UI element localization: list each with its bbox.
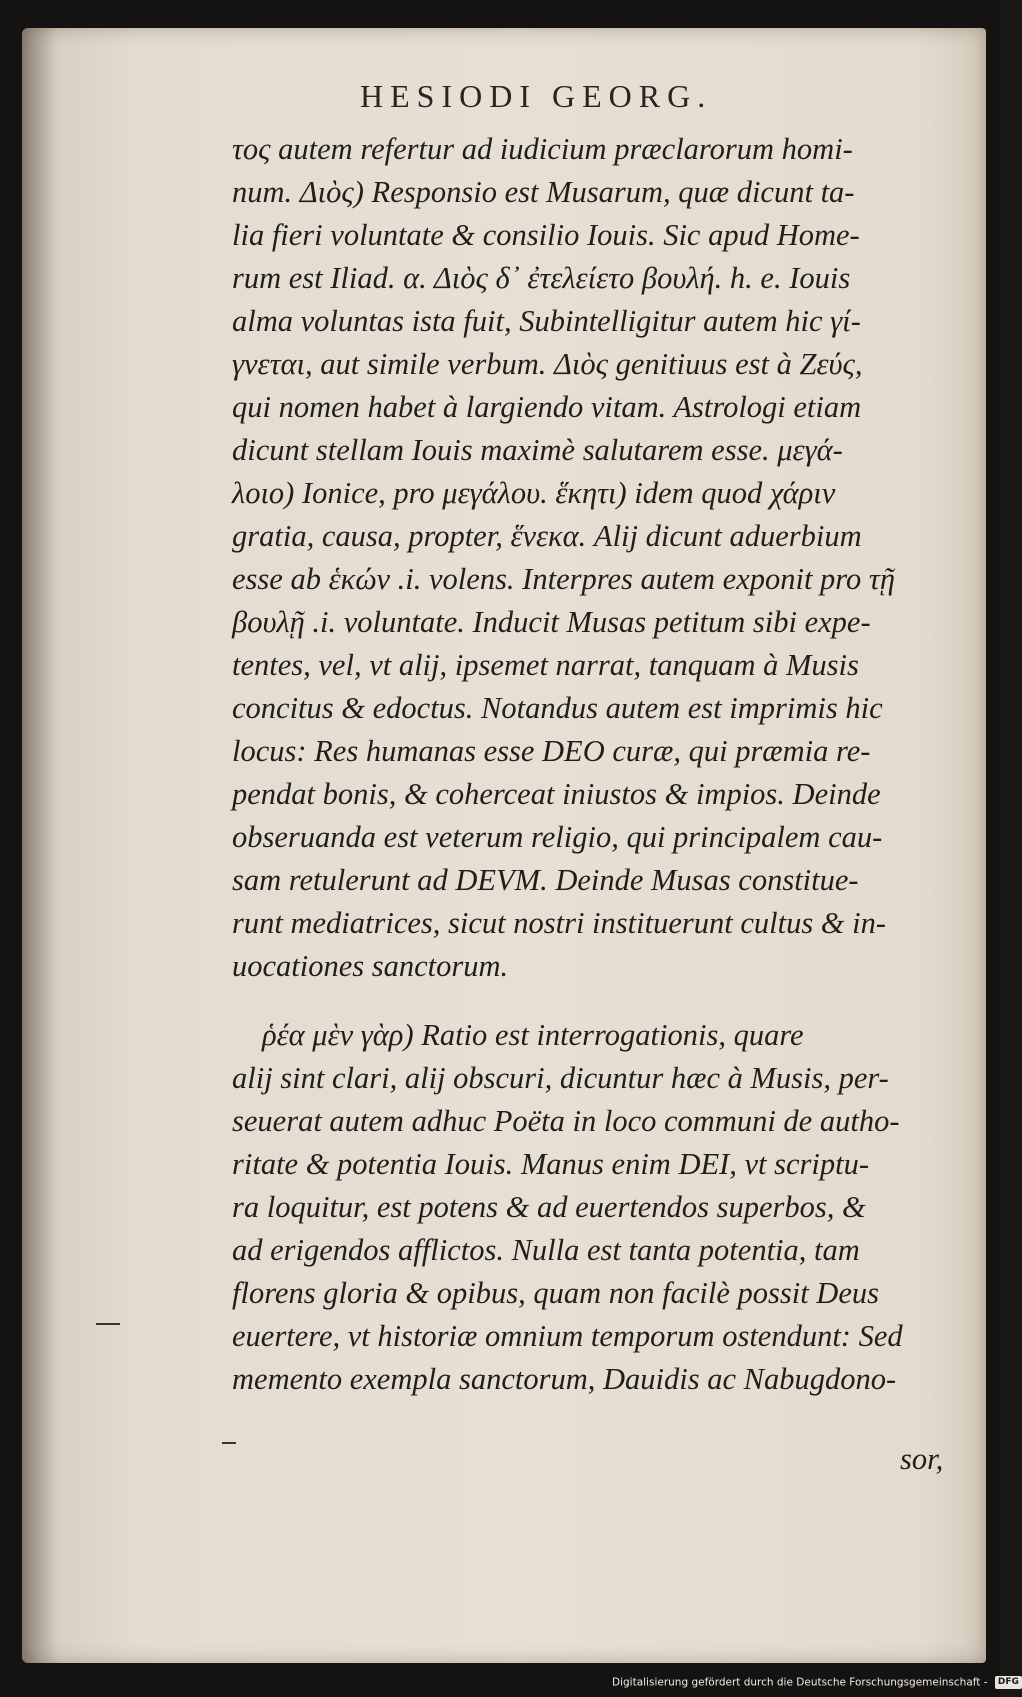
paragraph-gap — [232, 988, 977, 1014]
text-line: alij sint clari, alij obscuri, dicuntur hæc à Musis, per- — [232, 1061, 889, 1095]
text-line: qui nomen habet à largiendo vitam. Astrologi etiam — [232, 390, 862, 424]
text-line: gratia, causa, propter, ἕνεκα. Alij dicunt aduerbium — [232, 519, 862, 553]
running-head: HESIODI GEORG. — [360, 78, 713, 114]
text-line: sam retulerunt ad DEVM. Deinde Musas constitue- — [232, 863, 859, 897]
text-line: tentes, vel, vt alij, ipsemet narrat, tanquam à Musis — [232, 648, 859, 682]
digitization-credit — [612, 1676, 1022, 1689]
text-line: dicunt stellam Iouis maximè salutarem esse. μεγά- — [232, 433, 843, 467]
text-line: rum est Iliad. α. Διὸς δ᾽ ἐτελείετο βουλή. h. e. Iouis — [232, 261, 851, 295]
text-line: obseruanda est veterum religio, qui principalem cau- — [232, 820, 883, 854]
text-line: locus: Res humanas esse DEO curæ, qui præmia re- — [232, 734, 871, 768]
credit-text: Digitalisierung gefördert durch die Deutsche Forschungsgemeinschaft - — [612, 1676, 988, 1689]
margin-dash-mark — [96, 1323, 120, 1325]
text-line: λοιο) Ionice, pro μεγάλου. ἕκητι) idem quod χάριν — [232, 476, 836, 510]
text-line: ad erigendos afflictos. Nulla est tanta potentia, tam — [232, 1233, 860, 1267]
commentary-text — [232, 128, 977, 1401]
dfg-logo-icon: DFG — [995, 1676, 1022, 1689]
text-line: runt mediatrices, sicut nostri instituerunt cultus & in- — [232, 906, 887, 940]
text-line: ritate & potentia Iouis. Manus enim DEI, vt scriptu- — [232, 1147, 870, 1181]
text-line: τος autem refertur ad iudicium præclarorum homi- — [232, 132, 853, 166]
text-line: seuerat autem adhuc Poëta in loco communi de autho- — [232, 1104, 900, 1138]
margin-dash-mark — [222, 1442, 236, 1444]
text-line: memento exempla sanctorum, Dauidis ac Nabugdono- — [232, 1362, 897, 1396]
text-line: euertere, vt historiæ omnium temporum ostendunt: Sed — [232, 1319, 903, 1353]
catchword: sor, — [900, 1442, 944, 1476]
text-line: alma voluntas ista fuit, Subintelligitur autem hic γί- — [232, 304, 861, 338]
gutter-shadow — [22, 28, 56, 1663]
text-line: concitus & edoctus. Notandus autem est imprimis hic — [232, 691, 883, 725]
text-line: esse ab ἑκών .i. volens. Interpres autem exponit pro τῇ — [232, 562, 895, 596]
text-line: num. Διὸς) Responsio est Musarum, quæ dicunt ta- — [232, 175, 855, 209]
text-line: pendat bonis, & coherceat iniustos & impios. Deinde — [232, 777, 881, 811]
text-line: florens gloria & opibus, quam non facilè possit Deus — [232, 1276, 879, 1310]
text-line: lia fieri voluntate & consilio Iouis. Sic apud Home- — [232, 218, 860, 252]
text-line: ῥέα μὲν γὰρ) Ratio est interrogationis, quare — [262, 1018, 804, 1052]
text-line: uocationes sanctorum. — [232, 949, 509, 983]
text-line: βουλῇ .i. voluntate. Inducit Musas petitum sibi expe- — [232, 605, 871, 639]
text-line: ra loquitur, est potens & ad euertendos superbos, & — [232, 1190, 866, 1224]
text-line: γνεται, aut simile verbum. Διὸς genitiuus est à Ζεύς, — [232, 347, 863, 381]
